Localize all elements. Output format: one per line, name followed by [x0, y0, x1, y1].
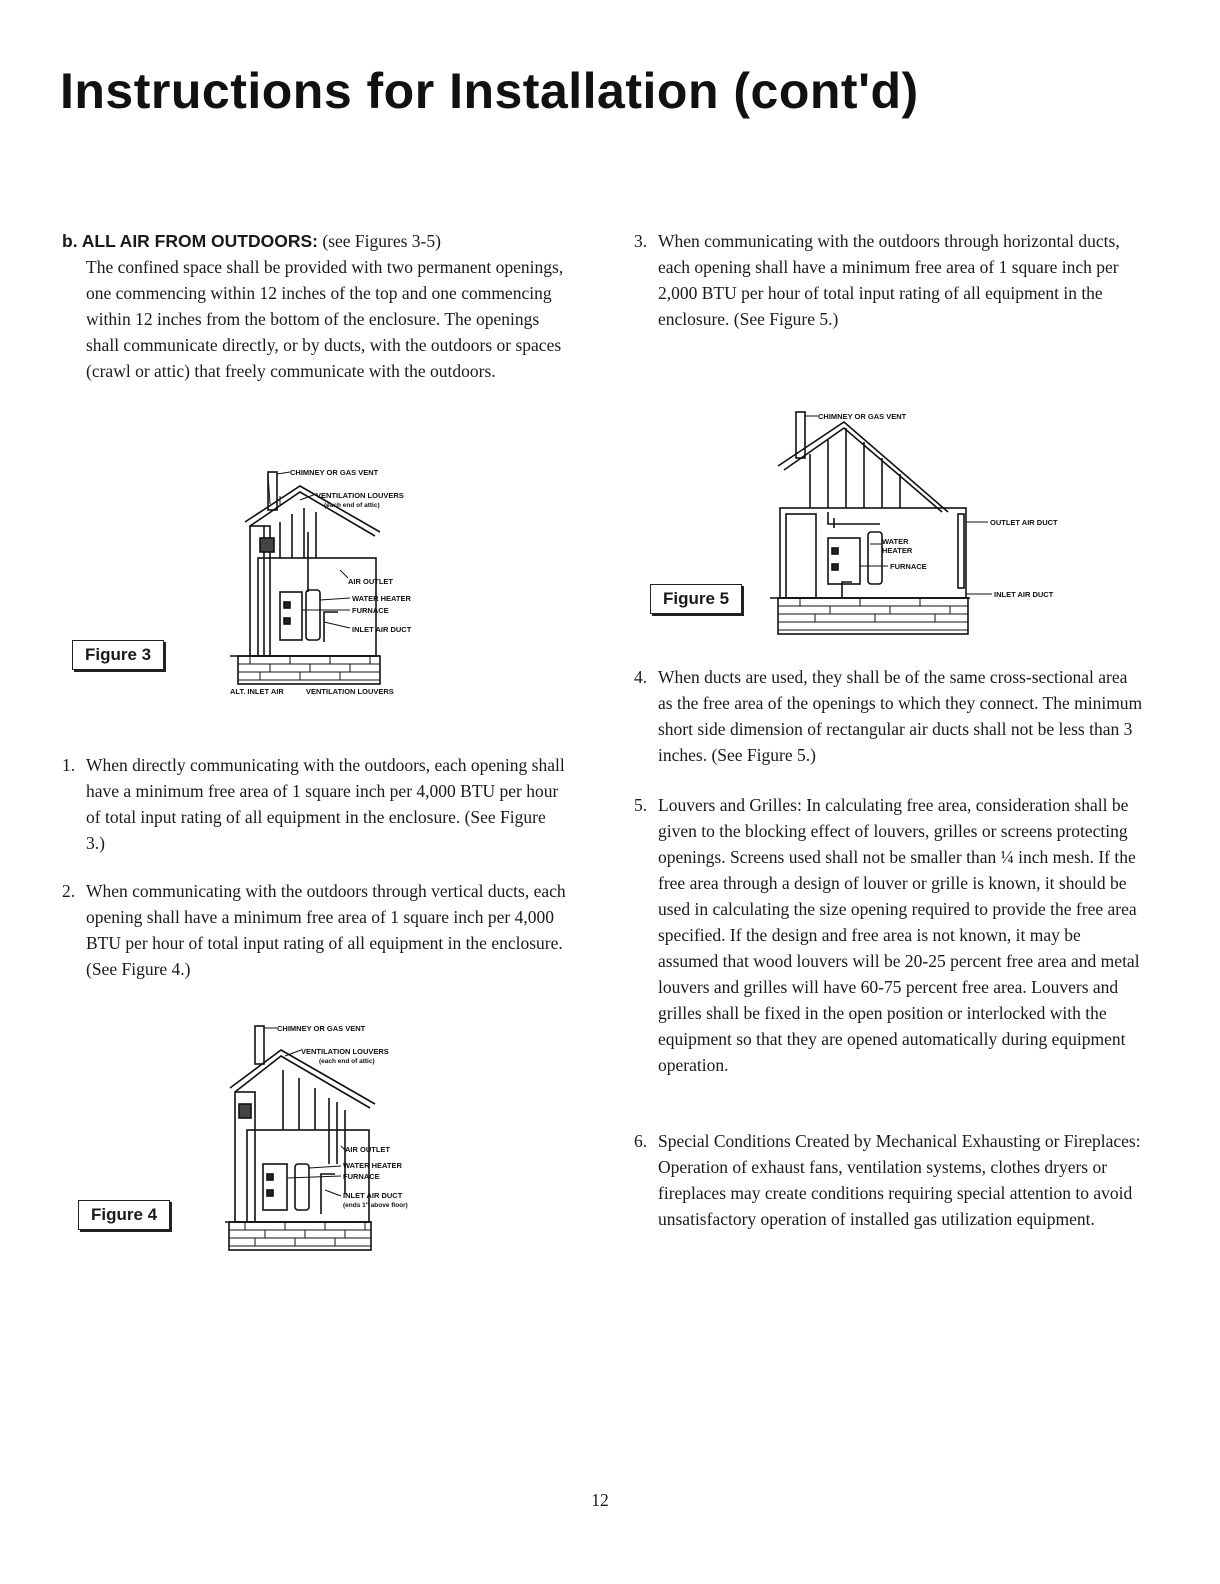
- fig5-outlet-callout: OUTLET AIR DUCT: [990, 518, 1058, 527]
- item-number: 6.: [634, 1131, 648, 1151]
- fig5-furnace-callout: FURNACE: [890, 562, 927, 571]
- item-6-block: [634, 1128, 1144, 1232]
- figure-3-label: Figure 3: [72, 640, 164, 670]
- fig3-vent-louvers-callout: VENTILATION LOUVERS: [316, 491, 404, 500]
- fig5-water-callout: WATER: [882, 537, 909, 546]
- fig4-vent-note-callout: (each end of attic): [319, 1058, 375, 1065]
- fig4-inlet-note-callout: (ends 1" above floor): [343, 1202, 408, 1209]
- item-text: When communicating with the outdoors through vertical ducts, each opening shall have a minimum free area of 1 square inch per 4,000 BTU per hour of total input rating of all equipment in the enclosure. (See Figure 4.): [86, 881, 566, 979]
- fig3-chimney-callout: CHIMNEY OR GAS VENT: [290, 468, 379, 477]
- item-number: 2.: [62, 881, 76, 901]
- item-5-block: [634, 792, 1144, 1078]
- fig3-bottom-louvers-callout: VENTILATION LOUVERS: [306, 687, 394, 696]
- item-1-block: [62, 752, 567, 856]
- item-4-block: [634, 664, 1144, 768]
- fig4-inlet-callout: INLET AIR DUCT: [343, 1191, 403, 1200]
- item-2-block: [62, 878, 567, 982]
- section-b-label: b. ALL AIR FROM OUTDOORS:: [62, 231, 318, 251]
- fig4-water-heater-callout: WATER HEATER: [343, 1161, 402, 1170]
- list-item: [634, 1128, 1144, 1232]
- figure-4: [225, 1014, 455, 1258]
- item-text: Special Conditions Created by Mechanical Exhausting or Fireplaces: Operation of exhaust fans, ventilation systems, clothes dryers or fireplaces may create conditions requiring special attention to avoid unsatisfactory operation of installed gas utilization equipment.: [658, 1131, 1141, 1229]
- page-number: 12: [591, 1490, 609, 1510]
- item-number: 1.: [62, 755, 76, 775]
- list-item: [62, 752, 567, 856]
- list-item: [634, 792, 1144, 1078]
- left-column: [62, 228, 567, 384]
- fig5-inlet-callout: INLET AIR DUCT: [994, 590, 1054, 599]
- item-text: When directly communicating with the outdoors, each opening shall have a minimum free area of 1 square inch per 4,000 BTU per hour of total input rating of all equipment in the enclosure. (See Figure 3.): [86, 755, 565, 853]
- item-3-block: [634, 228, 1144, 332]
- figure-5-diagram: [770, 408, 1090, 640]
- fig3-water-heater-callout: WATER HEATER: [352, 594, 411, 603]
- section-b-figure-ref: (see Figures 3-5): [322, 231, 441, 251]
- fig3-vent-note-callout: (each end of attic): [324, 502, 380, 509]
- fig3-furnace-callout: FURNACE: [352, 606, 389, 615]
- page-title: Instructions for Installation (cont'd): [60, 63, 919, 119]
- figure-5: [770, 408, 1090, 640]
- fig4-vent-louvers-callout: VENTILATION LOUVERS: [301, 1047, 389, 1056]
- figure-3-diagram: [220, 462, 440, 702]
- fig3-inlet-callout: INLET AIR DUCT: [352, 625, 412, 634]
- item-number: 4.: [634, 667, 648, 687]
- item-text: Louvers and Grilles: In calculating free area, consideration shall be given to the blocking effect of louvers, grilles or screens protecting openings. Screens used shall not be smaller than ¼ inch mesh. If the free area through a design of louver or grille is known, it should be used in calculating the size opening required to provide the free area specified. If the design and free area is not known, it may be assumed that wood louvers will be 20-25 percent free area and metal louvers and grilles will have 60-75 percent free area. Louvers and grilles shall be fixed in the open position or interlocked with the equipment so that they are opened automatically during equipment operation.: [658, 795, 1140, 1075]
- fig3-air-outlet-callout: AIR OUTLET: [348, 577, 393, 586]
- figure-4-diagram: [225, 1014, 455, 1258]
- list-item: [634, 228, 1144, 332]
- fig3-alt-inlet-callout: ALT. INLET AIR: [230, 687, 284, 696]
- item-text: When communicating with the outdoors through horizontal ducts, each opening shall have a minimum free area of 1 square inch per 2,000 BTU per hour of total input rating of all equipment in the enclosure. (See Figure 5.): [658, 231, 1120, 329]
- list-item: [62, 878, 567, 982]
- fig5-heater-callout: HEATER: [882, 546, 913, 555]
- item-text: When ducts are used, they shall be of the same cross-sectional area as the free area of the openings to which they connect. The minimum short side dimension of rectangular air ducts shall not be less than 3 inches. (See Figure 5.): [658, 667, 1143, 765]
- fig4-air-outlet-callout: AIR OUTLET: [345, 1145, 390, 1154]
- item-number: 3.: [634, 231, 648, 251]
- figure-3: [220, 462, 440, 702]
- figure-5-label: Figure 5: [650, 584, 742, 614]
- item-number: 5.: [634, 795, 648, 815]
- list-item: [634, 664, 1144, 768]
- fig4-chimney-callout: CHIMNEY OR GAS VENT: [277, 1024, 366, 1033]
- section-b-heading: [62, 228, 567, 254]
- fig5-chimney-callout: CHIMNEY OR GAS VENT: [818, 412, 907, 421]
- figure-4-label: Figure 4: [78, 1200, 170, 1230]
- section-b-intro: The confined space shall be provided with two permanent openings, one commencing within 12 inches of the top and one commencing within 12 inches from the bottom of the enclosure. The openings shall communicate directly, or by ducts, with the outdoors or spaces (crawl or attic) that freely communicate with the outdoors.: [86, 257, 564, 381]
- fig4-furnace-callout: FURNACE: [343, 1172, 380, 1181]
